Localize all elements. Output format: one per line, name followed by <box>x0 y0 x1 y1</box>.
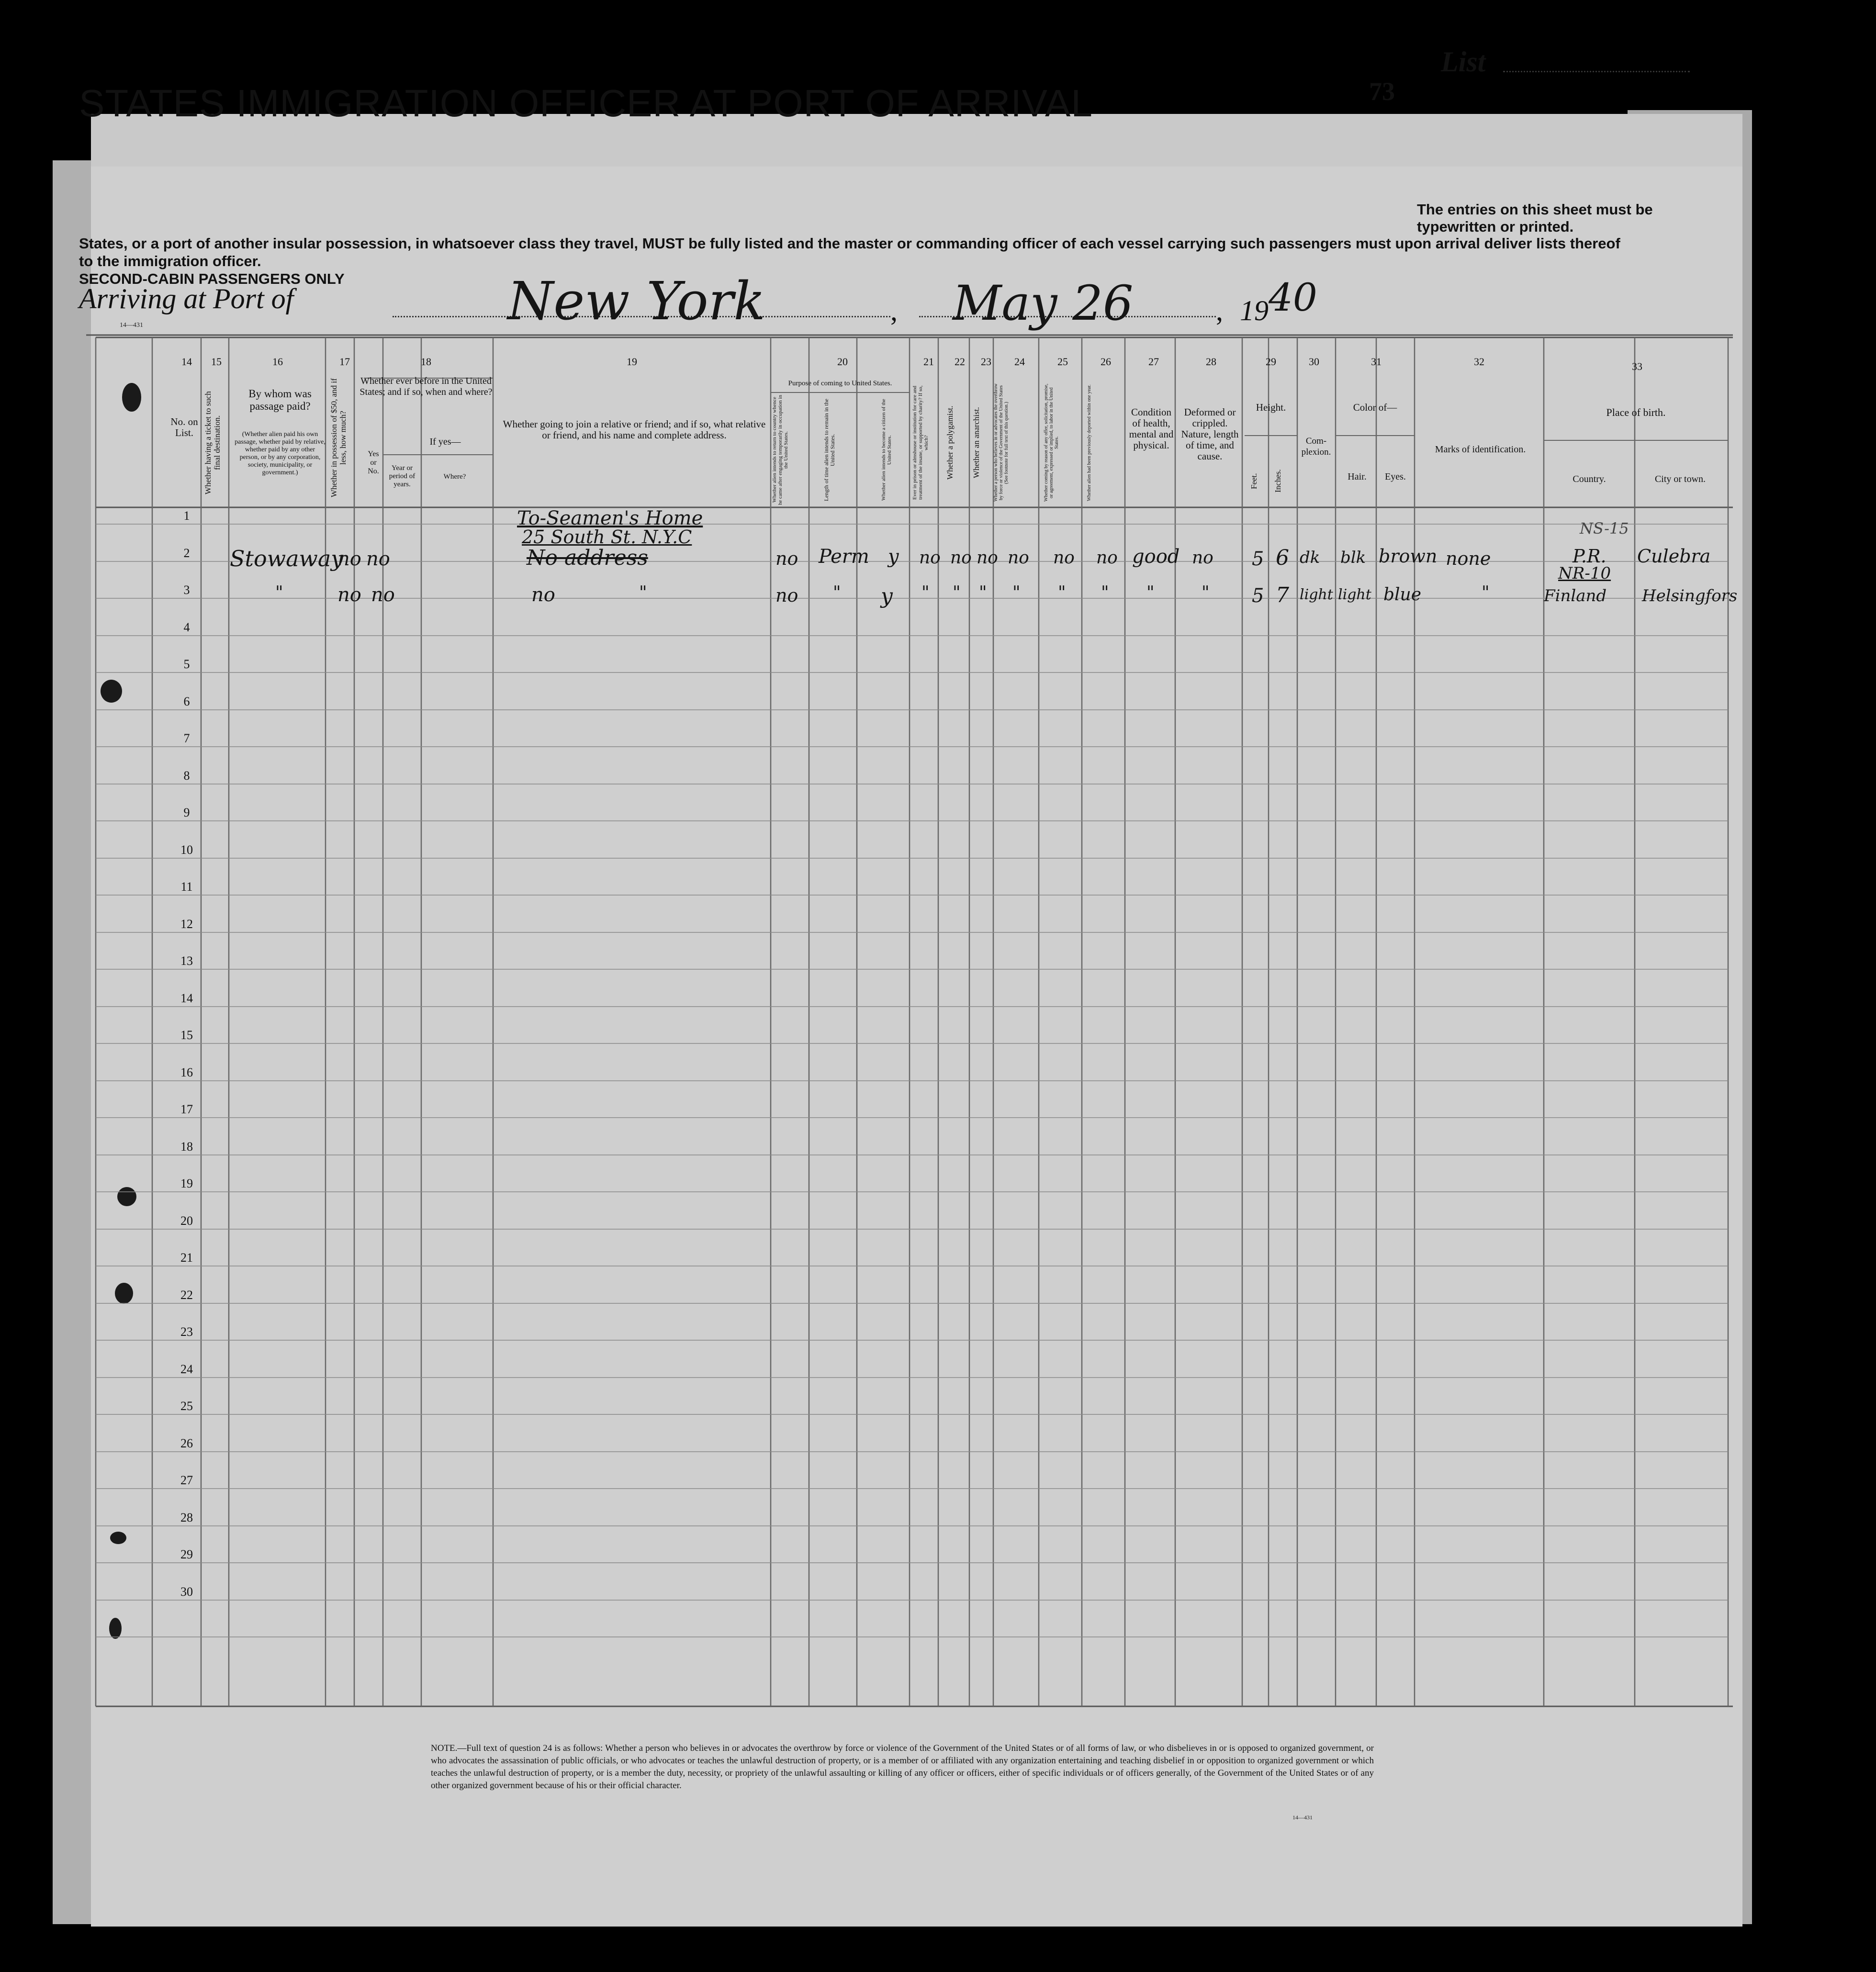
entry-2-money: no <box>337 584 361 606</box>
row-number: 26 <box>180 1436 193 1450</box>
entry-2-deformed: " <box>1202 583 1210 603</box>
header-feet: Feet. <box>1249 473 1258 489</box>
row-number: 22 <box>180 1288 193 1302</box>
header-no-on-list: No. on List. <box>170 416 198 438</box>
entry-2-inches: 7 <box>1276 583 1289 607</box>
row-number: 2 <box>183 546 190 560</box>
row-number: 9 <box>183 806 190 819</box>
header-marks: Marks of identification. <box>1435 444 1526 455</box>
col-num-25: 25 <box>1057 356 1068 368</box>
header-deformed: Deformed or crippled. Nature, length of time, and cause. <box>1181 406 1239 462</box>
row-number: 1 <box>183 509 190 523</box>
header-overthrow: Whether a person who believes in or advocates the overthrow by force or violence of the Government of the United States (See footnote for full text of this question.) <box>993 383 1009 502</box>
entry-1-join-struck: No address <box>527 546 648 570</box>
entry-1-intend-return: no <box>775 548 798 569</box>
row-number: 28 <box>180 1511 193 1524</box>
row-number: 10 <box>180 843 193 857</box>
entry-2-intend-return: no <box>775 585 798 606</box>
entry-1-city: Culebra <box>1637 546 1711 567</box>
row-number: 16 <box>180 1065 193 1079</box>
col-num-26: 26 <box>1101 356 1111 368</box>
arriving-label: Arriving at Port of <box>79 283 294 314</box>
col-num-17: 17 <box>339 356 350 368</box>
port-handwritten: New York <box>507 270 765 332</box>
header-place-of-birth: Place of birth. <box>1606 406 1666 418</box>
entry-2-polygamist: " <box>953 583 961 603</box>
col-num-24: 24 <box>1014 356 1025 368</box>
entry-2-citizen: y <box>881 584 893 608</box>
entry-1-overthrow: no <box>1008 548 1029 568</box>
entry-1-health: good <box>1132 546 1180 568</box>
entry-2-annotation: NR-10 <box>1558 564 1611 583</box>
entry-1-money: no <box>337 548 361 570</box>
row-number: 15 <box>180 1028 193 1042</box>
entry-2-before-us: no <box>371 584 395 606</box>
list-number: 73 <box>1369 77 1395 106</box>
header-city: City or town. <box>1654 474 1706 484</box>
class-line: SECOND-CABIN PASSENGERS ONLY <box>79 270 345 287</box>
col-num-18: 18 <box>421 356 431 368</box>
row-number: 8 <box>183 769 190 783</box>
row-number: 29 <box>180 1547 193 1561</box>
header-anarchist: Whether an anarchist. <box>972 407 981 479</box>
entry-1-length-stay: Perm <box>819 546 869 568</box>
comma-2: , <box>1216 295 1223 326</box>
row-number: 18 <box>180 1140 193 1154</box>
col-num-19: 19 <box>627 356 637 368</box>
footnote-question-24: NOTE.—Full text of question 24 is as follows: Whether a person who believes in or advocates the overthrow by force or violence of the Government of the United States or of all forms of law, or who disbelieves in or is opposed to organized government, or who advocates the assassination of public officials, or who advocates or teaches the unlawful destruction of property, or is a member of or affiliated with any organization entertaining and teaching disbelief in or opposition to organized government or which teaches the unlawful destruction of property, or is a member the duty, necessity, or propriety of the unlawful assaulting or killing of any officer or officers, either of specific individuals or of officers generally, of the Government of the United States or of any other organized government because of his or their official character. <box>431 1743 1374 1791</box>
header-health: Condition of health, mental and physical. <box>1129 406 1174 451</box>
col-num-14: 14 <box>181 356 192 368</box>
year-prefix: 19 <box>1240 295 1269 326</box>
entry-1-paid-by: Stowaway <box>230 546 344 571</box>
entry-1-polygamist: no <box>950 548 972 568</box>
entry-1-marks: none <box>1446 548 1491 569</box>
header-intend-return: Whether alien intends to return to country whence he came after engaging temporarily in occupation in the United States. <box>772 395 789 505</box>
col-num-30: 30 <box>1309 356 1319 368</box>
header-passage-paid: By whom was passage paid? <box>248 388 312 412</box>
row-number: 4 <box>183 620 190 634</box>
col-num-22: 22 <box>955 356 965 368</box>
footnote-form-code: 14—431 <box>1292 1814 1313 1821</box>
header-color-of: Color of— <box>1353 402 1397 413</box>
col-num-33: 33 <box>1632 360 1642 372</box>
entry-2-join-ditto: " <box>639 583 647 603</box>
header-complexion: Com-plexion. <box>1301 436 1331 457</box>
row-number: 30 <box>180 1585 193 1599</box>
row-number: 13 <box>180 954 193 968</box>
entry-2-prison: " <box>921 583 930 603</box>
entry-1-anarchist: no <box>977 548 998 568</box>
date-handwritten: May 26 <box>953 275 1134 331</box>
entry-1-country: P.R. <box>1573 546 1606 567</box>
row-number: 19 <box>180 1176 193 1190</box>
header-prison: Ever in prison or almshouse or institution for care and treatment of the insane, or supported by charity? If so, which? <box>912 385 929 500</box>
row-number: 6 <box>183 695 190 708</box>
col-num-28: 28 <box>1206 356 1216 368</box>
entry-1-eyes: brown <box>1379 546 1438 567</box>
row-number: 11 <box>180 880 193 894</box>
header-purpose: Purpose of coming to United States. <box>788 380 892 387</box>
col-num-31: 31 <box>1371 356 1382 368</box>
header-if-yes: If yes— <box>429 437 461 447</box>
header-ticket: Whether having a ticket to such final destination. <box>203 391 222 494</box>
entry-2-feet: 5 <box>1252 585 1264 607</box>
entry-2-deported: " <box>1101 583 1109 603</box>
header-country: Country. <box>1573 474 1606 484</box>
intro-line: States, or a port of another insular possession, in whatsoever class they travel, MUST be fully listed and the master or commanding officer of each vessel carrying such passengers must upon arrival deliver lists thereof to the immigration officer. <box>79 235 1620 269</box>
header-fifty-dollars: Whether in possession of $50, and if less, how much? <box>329 378 348 498</box>
entry-2-hair: light <box>1338 586 1371 603</box>
header-length-stay: Length of time alien intends to remain in the United States. <box>823 399 836 501</box>
header-labor-offer: Whether coming by reason of any offer, solicitation, promise, or agreement, expressed or implied, to labor in the United States. <box>1044 383 1059 502</box>
entry-1-join-line2: 25 South St. N.Y.C <box>522 527 692 548</box>
entry-2-paid-by: " <box>275 583 283 603</box>
entry-2-country: Finland <box>1544 586 1607 605</box>
entry-2-join: no <box>531 584 555 606</box>
header-passage-paid-sub: (Whether alien paid his own passage, whether paid by relative, whether paid by any other person, or by any corporation, society, municipality, or government.) <box>235 431 326 476</box>
entry-1-citizen: y <box>888 546 899 568</box>
row-number: 20 <box>180 1214 193 1228</box>
entry-1-annotation: NS-15 <box>1580 519 1629 538</box>
typewritten-note-text: The entries on this sheet must be typewritten or printed. <box>1417 201 1653 235</box>
row-number: 12 <box>180 917 193 931</box>
entry-2-marks: " <box>1482 583 1490 603</box>
entry-1-join-line1: To-Seamen's Home <box>517 507 703 529</box>
entry-2-overthrow: " <box>1012 583 1021 603</box>
header-height: Height. <box>1256 402 1286 413</box>
row-number: 21 <box>180 1251 193 1265</box>
row-number: 23 <box>180 1325 193 1339</box>
entry-1-offer: no <box>1053 548 1075 568</box>
header-deported: Whether alien had been previously deported within one year. <box>1087 384 1092 501</box>
entry-2-offer: " <box>1058 583 1066 603</box>
entry-1-feet: 5 <box>1252 548 1264 570</box>
header-join-relative: Whether going to join a relative or friend; and if so, what relative or friend, and his name and complete address. <box>503 418 766 441</box>
row-number: 3 <box>183 583 190 597</box>
entry-1-deported: no <box>1096 548 1118 568</box>
col-num-20: 20 <box>837 356 848 368</box>
col-num-32: 32 <box>1474 356 1484 368</box>
list-label: List <box>1441 46 1486 78</box>
col-num-27: 27 <box>1148 356 1159 368</box>
col-num-29: 29 <box>1266 356 1276 368</box>
entry-2-eyes: blue <box>1383 585 1422 605</box>
entry-2-length-stay: " <box>833 583 841 603</box>
row-number: 25 <box>180 1399 193 1413</box>
col-num-16: 16 <box>272 356 283 368</box>
row-number: 14 <box>180 991 193 1005</box>
form-code-top: 14—431 <box>120 322 143 329</box>
header-hair: Hair. <box>1348 471 1367 482</box>
header-become-citizen: Whether alien intends to become a citizen of the United States. <box>881 399 892 501</box>
entry-2-health: " <box>1146 583 1155 603</box>
header-polygamist: Whether a polygamist. <box>945 405 955 480</box>
entry-1-hair: blk <box>1340 548 1366 567</box>
year-handwritten: 40 <box>1269 275 1317 320</box>
row-number: 27 <box>180 1473 193 1487</box>
entry-2-anarchist: " <box>979 583 987 603</box>
entry-2-city: Helsingfors <box>1642 586 1738 605</box>
entry-1-inches: 6 <box>1276 546 1289 570</box>
comma-1: , <box>890 295 898 326</box>
col-num-23: 23 <box>981 356 991 368</box>
col-num-15: 15 <box>211 356 222 368</box>
header-eyes: Eyes. <box>1385 471 1406 482</box>
entry-1-prison: no <box>919 548 941 568</box>
header-yes-no: Yes or No. <box>368 450 379 475</box>
row-number: 5 <box>183 657 190 671</box>
row-number: 17 <box>180 1102 193 1116</box>
header-where: Where? <box>443 473 466 481</box>
entry-2-complexion: light <box>1300 586 1333 603</box>
header-before-in-us: Whether ever before in the United States; and if so, when and where? <box>359 376 493 397</box>
entry-1-before-us: no <box>366 548 390 570</box>
header-year: Year or period of years. <box>389 464 416 488</box>
row-number: 7 <box>183 731 190 745</box>
row-number: 24 <box>180 1362 193 1376</box>
entry-1-complexion: dk <box>1300 548 1320 567</box>
col-num-21: 21 <box>923 356 934 368</box>
page-title: STATES IMMIGRATION OFFICER AT PORT OF ARRIVAL <box>79 82 1093 124</box>
entry-1-deformed: no <box>1192 548 1213 568</box>
header-inches: Inches. <box>1273 469 1282 493</box>
